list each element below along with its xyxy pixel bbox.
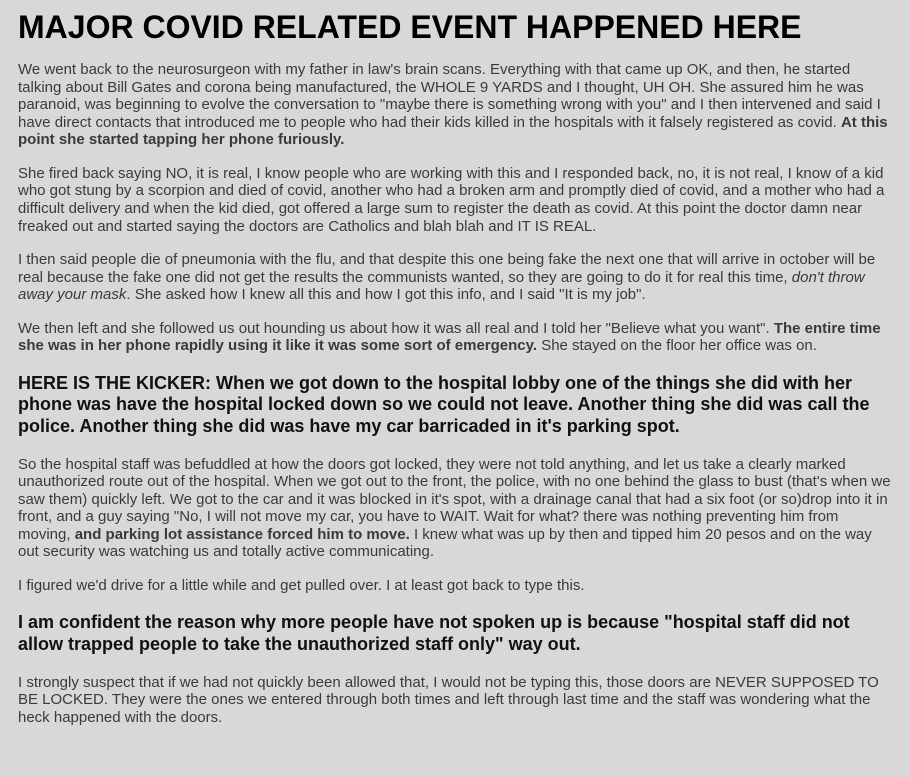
page-title: MAJOR COVID RELATED EVENT HAPPENED HERE [18, 9, 802, 45]
text-run: She stayed on the floor her office was on. [537, 337, 817, 355]
paragraph [18, 674, 892, 727]
post-article [18, 10, 892, 726]
paragraph [18, 577, 892, 595]
text-run: . She asked how I knew all this and how I got this info, and I said "It is my job". [126, 286, 646, 304]
text-run: I knew what was up by then and tipped him 20 pesos and on the way out security was watching us and totally active communicating. [18, 525, 872, 561]
paragraph [18, 61, 892, 149]
text-run: I figured we'd drive for a little while and get pulled over. I at least got back to type this. [18, 576, 585, 594]
italic-text-run: don't throw away your mask [18, 268, 865, 304]
bold-text-run: and parking lot assistance forced him to move. [74, 525, 410, 543]
bold-text-run: At this point she started tapping her phone furiously. [18, 113, 888, 149]
text-run: So the hospital staff was befuddled at how the doors got locked, they were not told anything, and let us take a clearly marked unauthorized route out of the hospital. When we got out to the front, the police, with no one behind the glass to bust (that's when we saw them) quickly left. We got to the car and it was blocked in it's spot, with a drainage canal that had a six foot (or so)drop into it in front, and a guy saying "No, I will not move my car, you have to WAIT. Wait for what? there was nothing preventing him from moving, [18, 455, 891, 543]
text-run: I am confident the reason why more people have not spoken up is because "hospital staff did not allow trapped people to take the unauthorized staff only" way out. [18, 612, 850, 655]
emphasis-paragraph [18, 612, 892, 655]
text-run: I strongly suspect that if we had not quickly been allowed that, I would not be typing this, those doors are NEVER SUPPOSED TO BE LOCKED. They were the ones we entered through both times and left through last time and the staff was wondering what the heck happened with the doors. [18, 673, 879, 726]
text-run: HERE IS THE KICKER: When we got down to the hospital lobby one of the things she did with her phone was have the hospital locked down so we could not leave. Another thing she did was call the police. Another thing she did was have my car barricaded in it's parking spot. [18, 372, 870, 437]
paragraph [18, 320, 892, 355]
paragraph [18, 251, 892, 304]
paragraph [18, 165, 892, 235]
emphasis-paragraph [18, 373, 892, 438]
text-run: We went back to the neurosurgeon with my father in law's brain scans. Everything with that came up OK, and then, he started talking about Bill Gates and corona being manufactured, the WHOLE 9 YARDS and I thought, UH OH. She assured him he was paranoid, was beginning to evolve the conversation to "maybe there is something wrong with you" and I then intervened and said I have direct contacts that introduced me to people who had their kids killed in the hospitals with it falsely registered as covid. [18, 61, 881, 131]
text-run: We then left and she followed us out hounding us about how it was all real and I told her "Believe what you want". [18, 319, 774, 337]
text-run: I then said people die of pneumonia with the flu, and that despite this one being fake the next one that will arrive in october will be real because the fake one did not get the results the communists wanted, so they are going to do it for real this time, [18, 251, 876, 286]
bold-text-run: The entire time she was in her phone rapidly using it like it was some sort of emergency. [18, 319, 881, 355]
paragraph [18, 456, 892, 561]
text-run: She fired back saying NO, it is real, I know people who are working with this and I responded back, no, it is not real, I know of a kid who got stung by a scorpion and died of covid, another who had a broken arm and promptly died of covid, and a mother who had a difficult delivery and when the kid died, got offered a large sum to register the death as covid. At this point the doctor damn near freaked out and started saying the doctors are Catholics and blah blah and IT IS REAL. [18, 164, 885, 235]
